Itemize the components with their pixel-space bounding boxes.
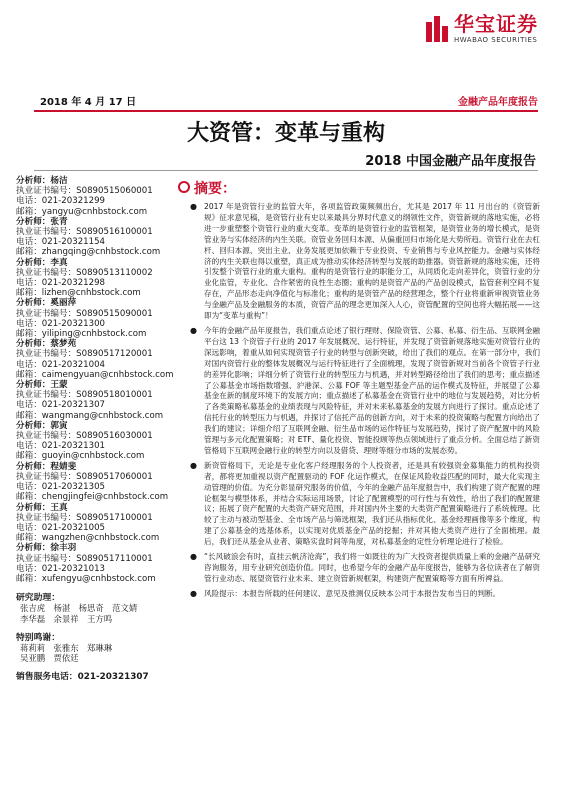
- logo-chinese-name: 华宝证券: [454, 12, 538, 36]
- logo-english-name: HWABAO SECURITIES: [454, 36, 538, 44]
- bullet-icon: ●: [190, 460, 197, 470]
- analyst-name: 分析师：奚丽萍: [16, 298, 77, 309]
- analyst-phone: 电话：021-20321298: [16, 278, 106, 289]
- report-subtitle: 2018 中国金融产品年度报告: [365, 154, 536, 169]
- analyst-phone: 电话：021-20321305: [16, 482, 106, 493]
- abstract-paragraph: [176, 552, 540, 585]
- abstract-title-text: 摘要：: [194, 181, 236, 197]
- analyst-license: 执业证书编号：S0890518010001: [16, 390, 153, 401]
- analyst-name: 分析师：王真: [16, 502, 68, 513]
- analyst-block: [16, 380, 166, 421]
- analyst-license: 执业证书编号：S0890517100001: [16, 512, 153, 523]
- analyst-block: [16, 298, 166, 339]
- analyst-email[interactable]: 邮箱：zhangqing@cnhbstock.com: [16, 247, 161, 258]
- paragraph-text: 风险提示：本报告所载的任何建议、意见及推测仅反映本公司于本报告发布当日的判断。: [204, 588, 501, 598]
- analyst-license: 执业证书编号：S0890516100001: [16, 227, 153, 238]
- analyst-name: 分析师：张青: [16, 216, 68, 227]
- subtitle-divider: [34, 170, 538, 171]
- analyst-email[interactable]: 邮箱：wangmang@cnhbstock.com: [16, 410, 164, 421]
- bullet-icon: ●: [190, 325, 197, 335]
- analyst-email[interactable]: 邮箱：xufengyu@cnhbstock.com: [16, 573, 156, 584]
- analyst-block: [16, 503, 166, 544]
- bullet-icon: ●: [190, 588, 197, 598]
- analyst-block: [16, 339, 174, 380]
- header-divider: [34, 110, 538, 112]
- analyst-sidebar: [16, 176, 174, 683]
- analyst-license: 执业证书编号：S0890516030001: [16, 431, 153, 442]
- report-title: 大资管：变革与重构: [186, 120, 385, 146]
- analyst-email[interactable]: 邮箱：yangyu@cnhbstock.com: [16, 206, 148, 217]
- research-assistants-line: 李华磊 余景祥 王方鸣: [20, 613, 113, 624]
- logo-mark-icon: [426, 16, 448, 42]
- abstract-heading: [178, 178, 540, 198]
- analyst-license: 执业证书编号：S0890515090001: [16, 308, 153, 319]
- analyst-name: 分析师：蔡梦苑: [16, 339, 77, 350]
- analyst-phone: 电话：021-20321013: [16, 563, 106, 574]
- special-thanks-line: 蒋莉莉 张雅东 郑琳琳: [20, 642, 113, 653]
- analyst-email[interactable]: 邮箱：yiliping@cnhbstock.com: [16, 329, 147, 340]
- analyst-phone: 电话：021-20321307: [16, 400, 106, 411]
- analyst-email[interactable]: 邮箱：wangzhen@cnhbstock.com: [16, 533, 160, 544]
- paragraph-text: 今年的金融产品年度报告，我们重点论述了银行理财、保险资管、公募、私募、衍生品、互联网金融平台这 13 个资管子行业的 2017 年发展概况、运行特征，并发现了资管新规落地实施对资管行业的深远影响，着重从如何实现资管子行业的转型与创新突破，给出了我们的观点。在第一部分中，我们对国内资管行业的整体发展概况与运行特征进行了全面梳理，发现了资管新规对当前各个资管子行业的差异化影响；详细分析了资管行业的转型压力与机遇，并对转型路径给出了我们的思考；重点描述了公募基金市场指数增强、沪港深、公募 FOF 等主题型基金产品的运作模式及特征，并展望了公募基金在新的制度环境下的发展方向；重点描述了私募基金在资管行业中的地位与发展趋势，对比分析了各类策略私募基金的业绩表现与风险特征，并对未来私募基金的发展方向进行了探讨。重点论述了信托行业的转型压力与机遇，并探讨了信托产品的创新方向，对于未来的投资策略与配置方向给出了我们的建议；详细介绍了互联网金融、衍生品市场的运作特征与发展趋势，探讨了资产配置中的风险管理与多元化配置策略；对 ETF、量化投资、智能投顾等热点领域进行了重点分析。全面总结了新资管格局下互联网金融行业的转型方向以及借贷、理财等细分市场的发展态势。: [204, 325, 540, 455]
- analyst-name: 分析师：郭寅: [16, 420, 68, 431]
- analyst-email[interactable]: 邮箱：lizhen@cnhbstock.com: [16, 288, 141, 299]
- analyst-license: 执业证书编号：S0890517110001: [16, 553, 153, 564]
- analyst-email[interactable]: 邮箱：caimengyuan@cnhbstock.com: [16, 369, 174, 380]
- special-thanks-line: 吴亚鹏 贾依廷: [20, 653, 79, 664]
- analyst-email[interactable]: 邮箱：guoyin@cnhbstock.com: [16, 451, 145, 462]
- sales-phone: 销售服务电话：021-20321307: [16, 672, 149, 683]
- company-logo: [426, 14, 538, 44]
- risk-warning: [176, 589, 540, 600]
- analyst-license: 执业证书编号：S0890517120001: [16, 349, 153, 360]
- paragraph-text: 新资管格局下，无论是专业化客户经理服务的个人投资者，还是具有较强资金募集能力的机构投资者，都将更加重视以资产配置驱动的 FOF 化运作模式，在保证风险收益匹配的同时，最大化实现主动管理的价值。为充分彰显研究服务的价值，今年的金融产品年度报告中，我们构建了资产配置的理论框架与模型体系，并结合实际运用场景，讨论了配置模型的可行性与有效性，给出了我们的配置建议；拓展了资产配置的大类资产研究范围，并对国内外主要的大类资产配置策略进行了系统梳理。比较了主动与被动型基金、全市场产品与筛选框架，我们还从指标优化、基金经理画像等多个维度，构建了公募基金的选基体系，以实现对优质基金产品的挖掘；并对其他大类资产进行了全面梳理。最后，我们还从基金从业者、策略实盘时间等角度，对私募基金的定性分析理论进行了检验。: [204, 460, 540, 547]
- report-header: [34, 92, 538, 108]
- analyst-name: 分析师：程婧斐: [16, 461, 77, 472]
- analyst-block: [16, 217, 166, 258]
- target-icon: [178, 181, 190, 193]
- analyst-block: [16, 543, 166, 584]
- special-thanks-label: 特别鸣谢：: [16, 632, 60, 643]
- bullet-icon: ●: [190, 202, 197, 211]
- analyst-name: 分析师：徐丰羽: [16, 543, 77, 554]
- analyst-phone: 电话：021-20321299: [16, 196, 106, 207]
- analyst-email[interactable]: 邮箱：chengjingfei@cnhbstock.com: [16, 492, 169, 503]
- analyst-license: 执业证书编号：S0890513110002: [16, 267, 153, 278]
- report-date: 2018 年 4 月 17 日: [40, 96, 137, 108]
- analyst-phone: 电话：021-20321005: [16, 522, 106, 533]
- analyst-block: [16, 176, 166, 217]
- research-assistants-label: 研究助理：: [16, 593, 60, 604]
- analyst-name: 分析师：杨洁: [16, 176, 68, 186]
- paragraph-text: 2017 年是资管行业的监管大年，各项监管政策频频出台，尤其是 2017 年 11 月出台的《资管新规》征求意见稿，是资管行业有史以来最具分界时代意义的纲领性文件，资管新规的落地实施，必将进一步重塑整个资管行业的重大变革。变革的是资管行业的监管框架，是资管业务的增长模式，是资管业务与实体经济的内生关联。资管业务回归本源、从偏重回归市场化是大势所趋。资管行业在去杠杆、回归本源、突出主业、业务发展更加依赖于专业投资、专业销售与专业风控能力。金融与实体经济的内生关联也得以重塑，真正成为推动实体经济转型与发展的助推器。资管新规的落地实施，还将引发整个资管行业的重大重构。重构的是资管行业的职能分工，从同质化走向差异化，资管行业的分业化监管，专业化、合作紧密的良性生态圈；重构的是资管产品的产品创设模式，监管套利空间不复存在，产品形态走向净值化与标准化；重构的是资管产品的经营理念，整个行业将重新审视资管业务与金融产品及金融服务的本质，资管产品的理念更加深入人心，资管配置的空间也将大幅拓展——这即为“变革与重构”！: [204, 202, 540, 321]
- analyst-license: 执业证书编号：S0890517060001: [16, 471, 153, 482]
- paragraph-text: “长风破浪会有时，直挂云帆济沧海”，我们将一如既往的为广大投资者提供质量上乘的金融产品研究咨询服务，用专业研究创造价值。同时，也希望今年的金融产品年度报告，能够为各位读者在了解资管行业动态、展望资管行业未来、建立资管新规框架，构建资产配置策略等方面有所裨益。: [204, 552, 540, 583]
- bullet-icon: ●: [190, 552, 197, 562]
- analyst-phone: 电话：021-20321004: [16, 359, 106, 370]
- research-assistants-line: 张吉虎 杨湛 杨思奇 范文婧: [20, 603, 138, 614]
- analyst-name: 分析师：李真: [16, 257, 68, 268]
- report-type: 金融产品年度报告: [458, 96, 538, 108]
- analyst-license: 执业证书编号：S0890515060001: [16, 186, 153, 197]
- analyst-block: [16, 258, 166, 299]
- abstract-section: [176, 176, 540, 604]
- analyst-block: [16, 421, 166, 462]
- analyst-phone: 电话：021-20321300: [16, 318, 106, 329]
- abstract-paragraph: [176, 461, 540, 548]
- analyst-name: 分析师：王蒙: [16, 380, 68, 391]
- abstract-paragraph: [176, 202, 540, 322]
- analyst-block: [16, 461, 169, 503]
- analyst-phone: 电话：021-20321154: [16, 237, 106, 248]
- analyst-phone: 电话：021-20321301: [16, 441, 106, 452]
- abstract-paragraph: [176, 326, 540, 457]
